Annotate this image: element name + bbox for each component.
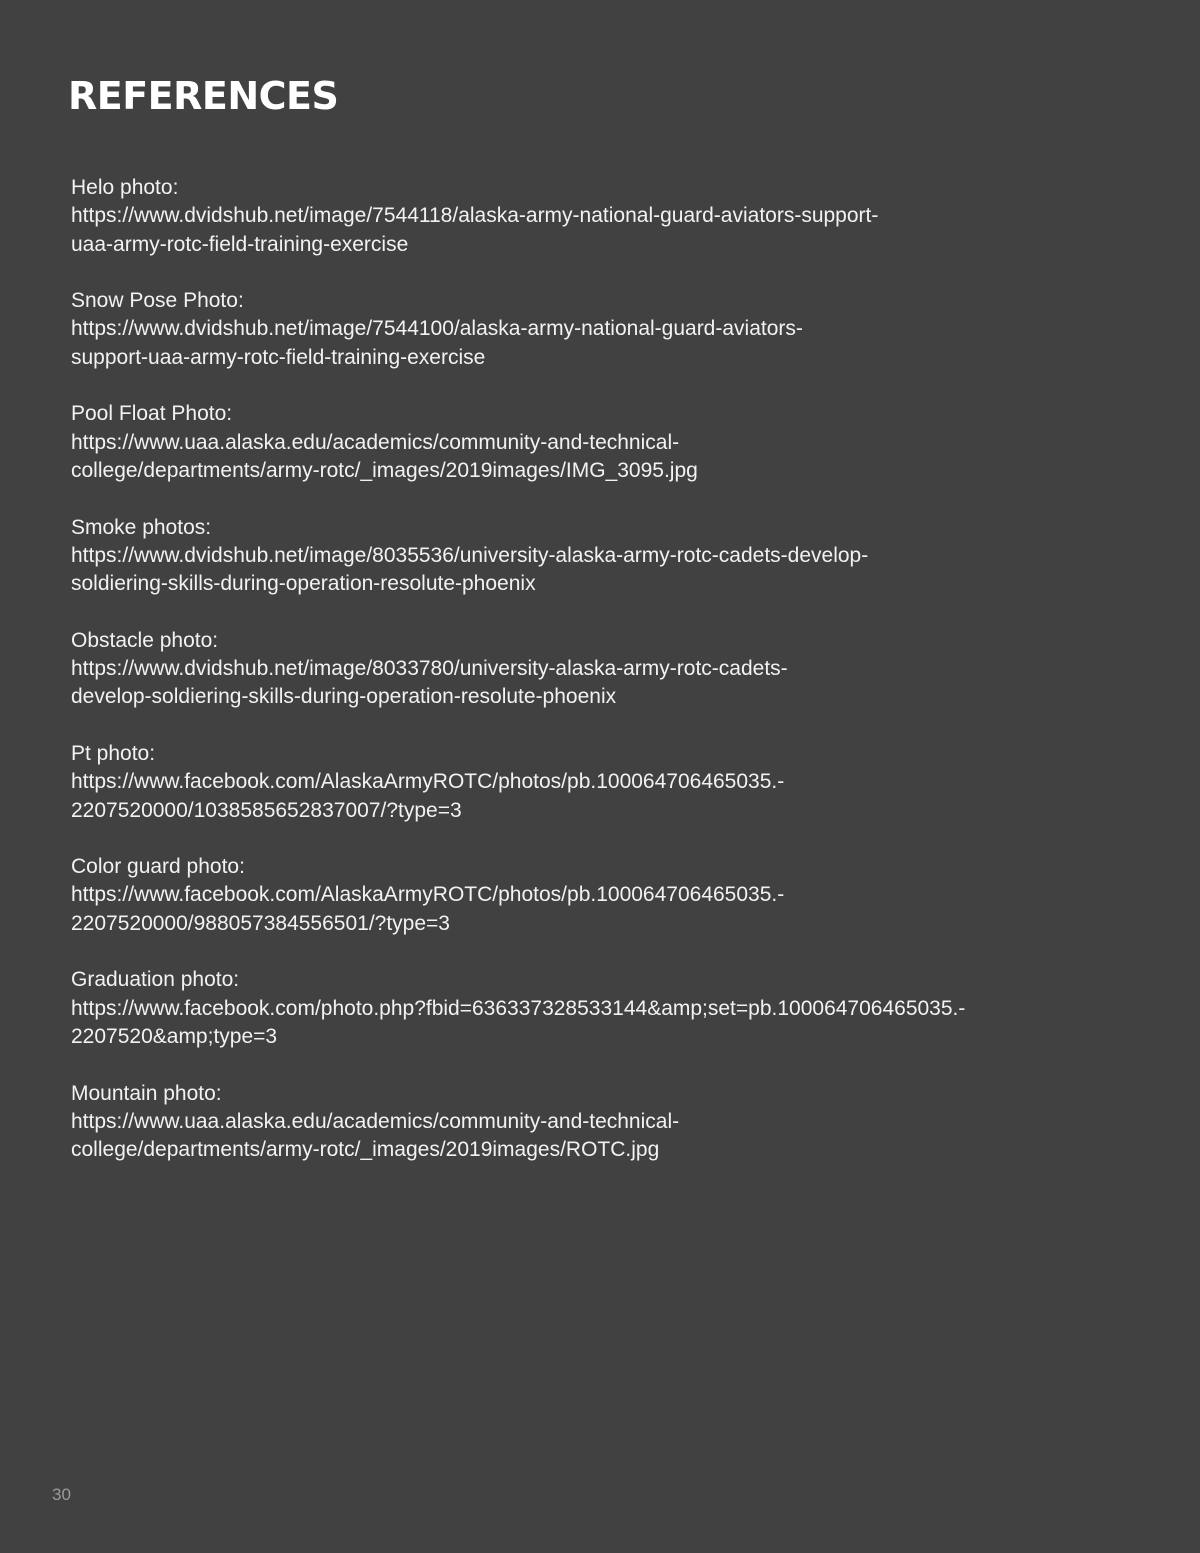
reference-url-line: https://www.dvidshub.net/image/8033780/university-alaska-army-rotc-cadets- (71, 657, 788, 681)
reference-label: Graduation photo: (71, 968, 240, 992)
reference-url-line: https://www.facebook.com/photo.php?fbid=636337328533144&amp;set=pb.100064706465035.- (71, 996, 966, 1020)
reference-label: Snow Pose Photo: (71, 289, 244, 313)
reference-entry-color-guard (71, 853, 1131, 938)
reference-label: Helo photo: (71, 176, 179, 199)
reference-entry-pt (71, 740, 1131, 825)
reference-list (71, 174, 1131, 1193)
reference-label: Obstacle photo: (71, 628, 219, 652)
reference-url-line: college/departments/army-rotc/_images/2019images/ROTC.jpg (71, 1138, 660, 1162)
reference-entry-obstacle (71, 627, 1131, 712)
reference-entry-graduation (71, 966, 1131, 1051)
reference-url-line: https://www.facebook.com/AlaskaArmyROTC/photos/pb.100064706465035.- (71, 883, 785, 907)
reference-label: Mountain photo: (71, 1081, 222, 1105)
reference-label: Smoke photos: (71, 515, 212, 539)
reference-url-line: https://www.dvidshub.net/image/8035536/university-alaska-army-rotc-cadets-develop- (71, 543, 869, 567)
reference-url-line: develop-soldiering-skills-during-operation-resolute-phoenix (71, 685, 617, 709)
reference-url-line: https://www.facebook.com/AlaskaArmyROTC/photos/pb.100064706465035.- (71, 770, 785, 794)
reference-entry-mountain (71, 1080, 1131, 1165)
page-number: 30 (52, 1485, 71, 1504)
reference-url-line: 2207520&amp;type=3 (71, 1024, 278, 1048)
reference-url-line: 2207520000/988057384556501/?type=3 (71, 911, 450, 935)
reference-entry-snow-pose (71, 287, 1131, 372)
reference-url-line: support-uaa-army-rotc-field-training-exercise (71, 345, 486, 369)
reference-url-line: uaa-army-rotc-field-training-exercise (71, 232, 409, 256)
reference-url-line: https://www.dvidshub.net/image/7544118/alaska-army-national-guard-aviators-support- (71, 204, 879, 228)
reference-entry-smoke (71, 514, 1131, 599)
reference-label: Pt photo: (71, 741, 156, 765)
page-title: REFERENCES (68, 74, 339, 118)
reference-label: Color guard photo: (71, 855, 245, 879)
reference-url-line: soldiering-skills-during-operation-resolute-phoenix (71, 572, 536, 596)
reference-url-line: https://www.uaa.alaska.edu/academics/community-and-technical- (71, 430, 680, 454)
reference-url-line: college/departments/army-rotc/_images/2019images/IMG_3095.jpg (71, 458, 698, 482)
reference-entry-helo (71, 174, 1131, 259)
reference-url-line: https://www.uaa.alaska.edu/academics/community-and-technical- (71, 1109, 680, 1133)
reference-entry-pool-float (71, 400, 1131, 485)
reference-url-line: https://www.dvidshub.net/image/7544100/alaska-army-national-guard-aviators- (71, 317, 803, 341)
reference-label: Pool Float Photo: (71, 402, 233, 426)
reference-url-line: 2207520000/1038585652837007/?type=3 (71, 798, 462, 822)
